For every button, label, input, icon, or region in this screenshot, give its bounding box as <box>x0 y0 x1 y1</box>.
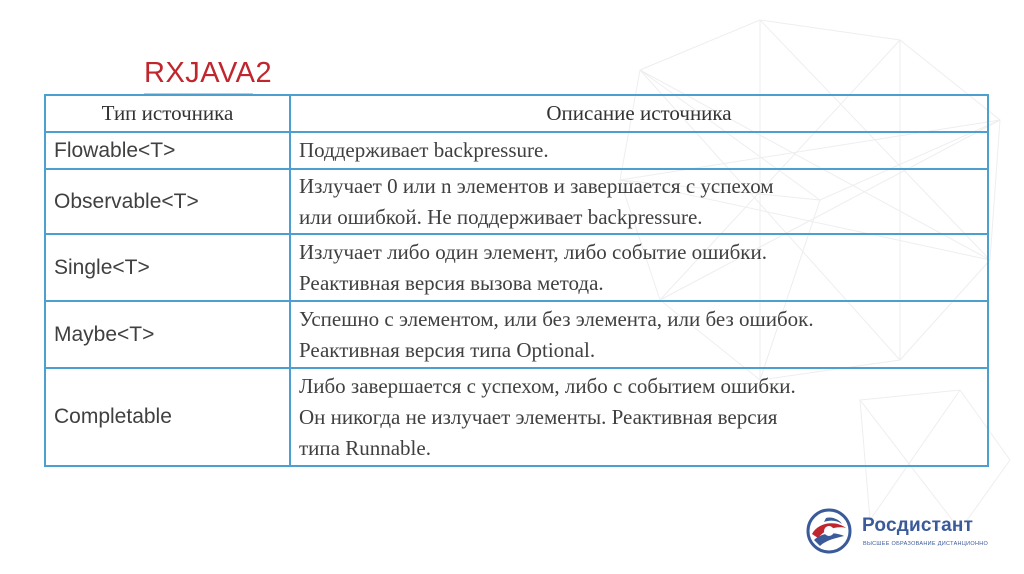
table-header-row <box>45 95 988 132</box>
description-line: или ошибкой. Не поддерживает backpressure. <box>299 204 703 229</box>
source-type-cell: Flowable<T> <box>45 132 290 169</box>
slide-title: RXJAVA2 <box>144 57 273 89</box>
source-description-cell <box>290 368 988 466</box>
table-row <box>45 368 988 466</box>
description-line: Реактивная версия вызова метода. <box>299 270 604 295</box>
description-line: Излучает 0 или n элементов и завершается с успехом <box>299 173 774 198</box>
header-source-type: Тип источника <box>45 95 290 132</box>
source-type-cell: Single<T> <box>45 234 290 301</box>
description-line: Реактивная версия типа Optional. <box>299 337 596 362</box>
header-source-description: Описание источника <box>290 95 988 132</box>
logo-name: Росдистант <box>862 515 974 536</box>
source-description-cell <box>290 234 988 301</box>
table-row <box>45 234 988 301</box>
source-description-cell <box>290 301 988 368</box>
description-line: Он никогда не излучает элементы. Реактивная версия <box>299 404 778 429</box>
source-type-cell: Completable <box>45 368 290 466</box>
table-row <box>45 132 988 169</box>
description-line: Излучает либо один элемент, либо событие ошибки. <box>299 239 767 264</box>
description-line: Либо завершается с успехом, либо с событием ошибки. <box>299 373 796 398</box>
source-type-cell: Observable<T> <box>45 169 290 234</box>
rosdistant-logo <box>806 508 996 558</box>
table-row <box>45 169 988 234</box>
source-type-cell: Maybe<T> <box>45 301 290 368</box>
logo-tagline: ВЫСШЕЕ ОБРАЗОВАНИЕ ДИСТАНЦИОННО <box>863 541 989 547</box>
source-types-table <box>44 94 989 467</box>
description-line: Успешно с элементом, или без элемента, или без ошибок. <box>299 306 814 331</box>
description-line: Поддерживает backpressure. <box>299 138 549 162</box>
rosdistant-logo-icon <box>806 508 852 554</box>
source-description-cell <box>290 132 988 169</box>
description-line: типа Runnable. <box>299 435 431 460</box>
source-description-cell <box>290 169 988 234</box>
table-row <box>45 301 988 368</box>
